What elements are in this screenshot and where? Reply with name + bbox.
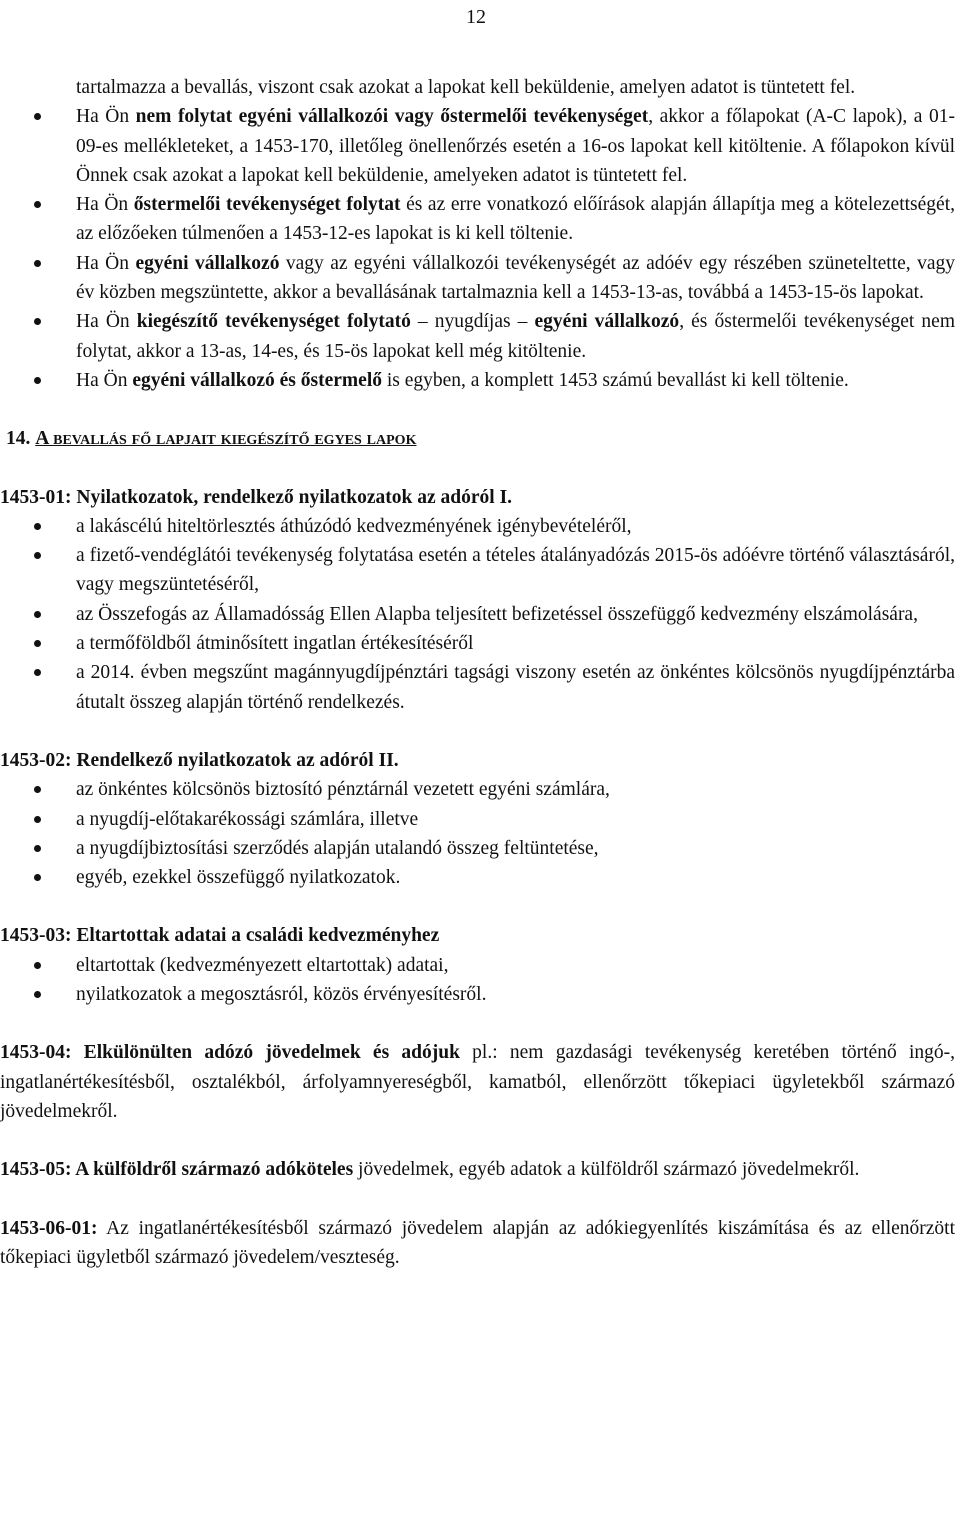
subsection-heading: 1453-01: Nyilatkozatok, rendelkező nyilatkozatok az adóról I. [0,486,513,508]
list-item [0,512,955,541]
subsection-text: jövedelmek, egyéb adatok a külföldről származó jövedelmekről. [353,1159,860,1181]
section-1453-03 [0,921,955,1009]
list-item-text: – nyugdíjas – [410,311,535,333]
bullet-icon [34,669,41,676]
document-body [0,73,955,1272]
subsection-text: pl.: nem gazdasági tevékenység keretében történő ingó-, ingatlanértékesítésből, osztalékból, árfolyamnyereségből, kamatból, ellenőrzött tőkepiaci ügyletekből származó jövedelmekről. [0,1042,955,1122]
list-item-text: is egyben, a komplett 1453 számú bevallást ki kell töltenie. [381,369,849,391]
bullet-icon [34,816,41,823]
list-item [0,658,955,717]
list-item-text: Ha Ön [76,369,133,391]
bullet-icon [34,611,41,618]
list-item [0,775,955,804]
list-item-text: Ha Ön [76,311,137,333]
section-number: 14. [6,428,31,450]
section-name: A bevallás fő lapjait kiegészítő egyes lapok [35,428,417,450]
bullet-icon [34,640,41,647]
list-item-text: Ha Ön [76,252,136,274]
intro-continuation: tartalmazza a bevallás, viszont csak azokat a lapokat kell beküldenie, amelyen adatot is tüntetett fel. [76,77,856,98]
list-item-bold: kiegészítő tevékenységet folytató [136,311,411,333]
list-item-text: Ha Ön [76,106,136,128]
list-item [0,600,955,629]
bullet-list [0,512,955,717]
list-item-bold: nem folytat egyéni vállalkozói vagy őstermelői tevékenységet [135,106,649,128]
list-item-text: az Összefogás az Államadósság Ellen Alapba teljesített befizetéssel összefüggő kedvezmény elszámolására, [76,603,918,625]
list-item-text: Ha Ön [76,194,134,216]
section-1453-01 [0,483,955,717]
list-item-bold: egyéni vállalkozó és őstermelő [132,369,382,391]
bullet-icon [34,552,41,559]
subsection-heading: 1453-03: Eltartottak adatai a családi kedvezményhez [0,925,440,947]
list-item-text: és az erre vonatkozó előírások alapján állapítja meg a kötelezettségét, az előzőeken túlmenően a 1453-12-es lapokat is ki kell töltenie. [76,194,955,245]
section-1453-05 [0,1155,955,1184]
list-item [0,541,955,600]
bullet-icon [34,318,41,325]
bullet-icon [34,201,41,208]
list-item [0,980,955,1009]
list-item [0,629,955,658]
bullet-icon [34,260,41,267]
bullet-icon [34,786,41,793]
list-item-text: , akkor a főlapokat (A-C lapok), a 01-09-es mellékleteket, a 1453-170, illetőleg önellenőrzés esetén a 16-os lapokat kell kitöltenie. [76,106,955,157]
list-item [0,249,955,308]
section-title [0,424,955,453]
bullet-list [0,951,955,1010]
list-item-bold: egyéni vállalkozó [135,252,280,274]
list-item-text: vagy az egyéni vállalkozói tevékenységét az adóév egy részében szüneteltette, vagy év közben megszüntette, akkor a bevallásának tartalmaznia kell a 1453-13-as, továbbá a 1453-15-ös lapokat. [76,252,955,304]
list-item-text: a nyugdíj-előtakarékossági számlára, illetve [76,808,419,830]
list-item [0,366,955,395]
list-item-text: a termőföldből átminősített ingatlan értékesítéséről [76,633,474,655]
bullet-icon [34,845,41,852]
bullet-icon [34,523,41,530]
bullet-icon [34,962,41,969]
list-item-text: A főlapokon kívül Önnek csak azokat a lapokat kell beküldenie, amelyeken adatot is tüntetett fel. [76,135,955,186]
list-item-text: eltartottak (kedvezményezett eltartottak) adatai, [76,954,449,976]
list-item-text: a lakáscélú hiteltörlesztés áthúzódó kedvezményének igénybevételéről, [76,515,632,537]
list-item [0,834,955,863]
list-item-bold: egyéni vállalkozó [534,311,680,333]
list-item [0,307,955,366]
subsection-text: Az ingatlanértékesítésből származó jövedelem alapján az adókiegyenlítés kiszámítása és az ellenőrzött tőkepiaci ügyletből származó jövedelem/veszteség. [0,1217,955,1268]
list-item [0,863,955,892]
page-number: 12 [466,6,486,28]
list-item [0,190,955,249]
list-item [0,951,955,980]
list-item-text: a nyugdíjbiztosítási szerződés alapján utalandó összeg feltüntetése, [76,837,599,859]
section-1453-02 [0,746,955,892]
section-1453-04 [0,1038,955,1126]
bullet-list [0,775,955,892]
list-item-text: , és őstermelői tevékenységet nem folytat, akkor a 13-as, 14-es, és 15-ös lapokat kell még kitöltenie. [76,311,955,362]
list-item [0,102,955,190]
list-item-text: a fizető-vendéglátói tevékenység folytatása esetén a tételes átalányadózás 2015-ös adóévre történő választásáról, vagy megszüntetéséről, [76,545,955,596]
list-item-text: az önkéntes kölcsönös biztosító pénztárnál vezetett egyéni számlára, [76,779,610,801]
bullet-icon [34,377,41,384]
bullet-icon [34,874,41,881]
section-1453-06-01 [0,1214,955,1273]
bullet-icon [34,113,41,120]
list-item [0,805,955,834]
list-item-text: a 2014. évben megszűnt magánnyugdíjpénztári tagsági viszony esetén az önkéntes kölcsönös nyugdíjpénztárba átutalt összeg alapján történő rendelkezés. [76,662,955,713]
subsection-heading: 1453-02: Rendelkező nyilatkozatok az adóról II. [0,749,399,771]
subsection-heading: 1453-04: Elkülönülten adózó jövedelmek és adójuk [0,1042,460,1064]
list-item-text: egyéb, ezekkel összefüggő nyilatkozatok. [76,867,401,889]
bullet-icon [34,991,41,998]
list-item-bold: őstermelői tevékenységet folytat [133,194,401,216]
bullet-list-top [0,102,955,395]
subsection-heading: 1453-06-01: [0,1217,98,1239]
subsection-heading: 1453-05: A külföldről származó adóköteles [0,1159,354,1181]
list-item-text: nyilatkozatok a megosztásról, közös érvényesítésről. [76,984,487,1006]
